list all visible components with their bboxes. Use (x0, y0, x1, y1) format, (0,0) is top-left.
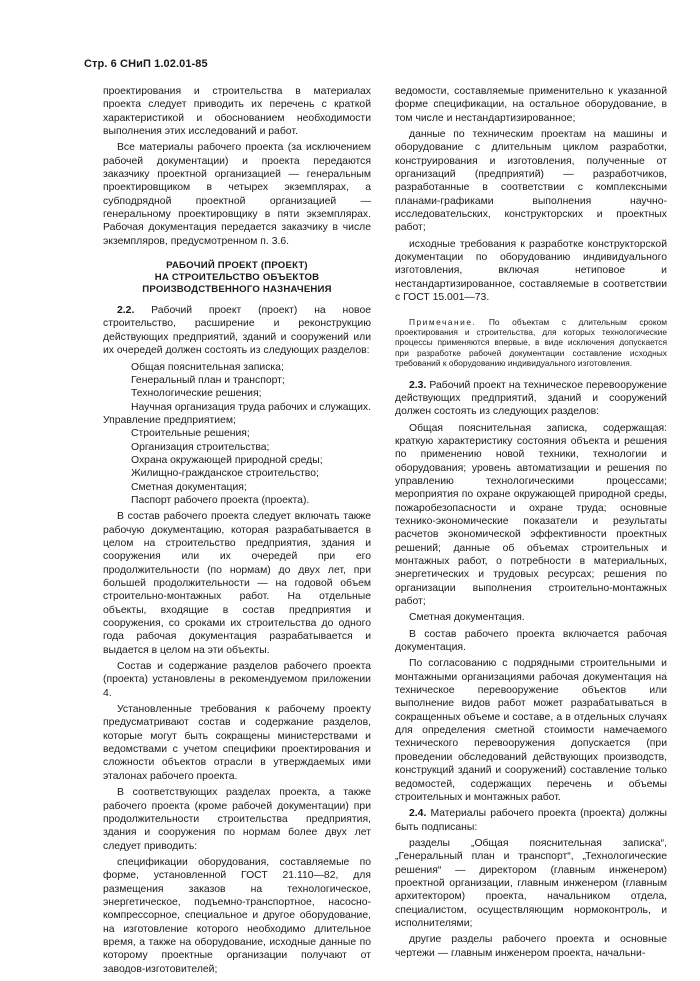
note-text: По объектам с длительным сроком проектирования и строительства, для которых технологические процессы применяются впервые, в виде исключения допускается при разработке рабочей документации составление исходных требований к оборудованию индивидуального изготовления. (395, 316, 668, 369)
paragraph: Сметная документация. (409, 612, 525, 624)
section-title (103, 260, 371, 296)
clause-text: Рабочий проект на техническое перевооружение действующих предприятий, зданий и сооружений должен состоять из следующих разделов: (395, 379, 667, 418)
section-list-item: Общая пояснительная записка; (131, 361, 284, 373)
section-list-item: Охрана окружающей природной среды; (131, 454, 323, 466)
paragraph: разделы „Общая пояснительная записка“, „Генеральный план и транспорт“, „Технологические решения“ — директором (главным инженером) проектной организации, главным инженером (главным архитектором) проекта, начальником отдела, специалистом, осуществляющим нормоконтроль, и исполнителями; (395, 837, 667, 929)
paragraph: Установленные требования к рабочему проекту предусматривают состав и содержание разделов, которые могут быть сокращены министерствами и ведомствами с учетом специфики проектирования и сложности объектов отрасли в утверждаемых ими эталонах рабочего проекта. (103, 704, 371, 782)
section-list-item: Сметная документация; (131, 481, 247, 493)
left-column (103, 85, 371, 979)
paragraph: В состав рабочего проекта включается рабочая документация. (395, 628, 667, 654)
paragraph: Все материалы рабочего проекта (за исключением рабочей документации) и проекта передаются заказчику проектной организацией — генеральным проектировщиком в четырех экземплярах, а субподрядной проектной организацией — генеральному проектировщику в пяти экземплярах. Рабочая документация передается заказчику в числе экземпляров, предусмотренном п. 3.6. (103, 142, 371, 247)
clause-number: 2.3. (409, 379, 427, 391)
clause-text: Рабочий проект (проект) на новое строительство, расширение и реконструкцию действующих предприятий, зданий и сооружений или их очередей должен состоять из следующих разделов: (103, 305, 372, 357)
clause-2-4 (395, 807, 667, 834)
page-header: Стр. 6 СНиП 1.02.01-85 (84, 58, 208, 70)
clause-2-2 (103, 304, 371, 357)
section-list-item: Паспорт рабочего проекта (проекта). (131, 494, 310, 506)
paragraph: спецификации оборудования, составляемые по форме, установленной ГОСТ 21.110—82, для размещения заказов на технологическое, энергетическое, подъемно-транспортное, насосно-компрессорное, специальное и другое оборудование, на изготовление которого необходимо длительное время, а также на оборудование, исходные данные по которому проектные организации получают от заводов-изготовителей; (103, 856, 371, 975)
paragraph: проектирования и строительства в материалах проекта следует приводить их перечень с краткой характеристикой и обоснованием необходимости выполнения этих исследований и работ. (103, 86, 371, 138)
section-title-line: РАБОЧИЙ ПРОЕКТ (ПРОЕКТ) (166, 260, 308, 272)
section-list-item: Научная организация труда рабочих и служащих. Управление предприятием; (103, 401, 371, 426)
paragraph: ведомости, составляемые применительно к указанной форме спецификации, на остальное оборудование, в том числе и нестандартизированное; (395, 86, 667, 124)
section-title-line: НА СТРОИТЕЛЬСТВО ОБЪЕКТОВ (154, 272, 320, 284)
clause-number: 2.4. (409, 808, 427, 820)
paragraph: В состав рабочего проекта следует включать также рабочую документацию, которая разрабатывается в целом на строительство предприятия, здания и сооружения или их очередей при его продолжительности (по нормам) до двух лет, при большей продолжительности — на годовой объем строительно-монтажных работ. На отдельные объекты, входящие в состав предприятия и сооружения, со сроками их строительства до одного года рабочая документация разрабатывается и выдается в целом на эти объекты. (103, 511, 371, 656)
clause-number: 2.2. (117, 305, 135, 317)
paragraph: В соответствующих разделах проекта, а также рабочего проекта (кроме рабочей документации) при продолжительности строительства предприятия, здания и сооружения по нормам более двух лет следует приводить: (103, 787, 371, 852)
section-list-item: Технологические решения; (131, 388, 262, 400)
paragraph: Общая пояснительная записка, содержащая: краткую характеристику состояния объекта и решения по применению новой техники, технологии и оборудования; уровень автоматизации и решения по управлению технологическими процессами; мероприятия по охране окружающей природной среды, пожаробезопасности и охране труда; основные технико-экономические показатели и результаты расчетов экономической эффективности проектных решений; данные об объемах строительных и монтажных работ, о потребности в материальных, энергетических и трудовых ресурсах; решения по организации выполнения строительно-монтажных работ; (395, 422, 667, 608)
paragraph: исходные требования к разработке конструкторской документации по оборудованию индивидуального изготовления, включая нетиповое и нестандартизированное, составляемые в соответствии с ГОСТ 15.001—73. (395, 238, 667, 304)
section-list-item: Организация строительства; (131, 441, 270, 453)
paragraph: данные по техническим проектам на машины и оборудование с длительным циклом разработки, конструирования и изготовления, полученные от организаций (предприятий) — разработчиков, разработанные в соответствии с комплексными планами-графиками выполнения научно-исследовательских, конструкторских и проектных работ; (395, 129, 667, 234)
paragraph: Состав и содержание разделов рабочего проекта (проекта) установлены в рекомендуемом приложении 4. (103, 661, 371, 699)
right-column (395, 85, 667, 963)
section-list-item: Генеральный план и транспорт; (131, 374, 285, 386)
paragraph: другие разделы рабочего проекта и основные чертежи — главным инженером проекта, начальни- (395, 934, 667, 959)
note (395, 317, 667, 369)
section-list-item: Жилищно-гражданское строительство; (131, 468, 319, 480)
paragraph: По согласованию с подрядными строительными и монтажными организациями рабочая документация на техническое перевооружение объектов или выполнение видов работ может разрабатываться в сокращенных объеме и составе, а в отдельных случаях для определения сметной стоимости намечаемого технического перевооружения допускается (при проведении обследований действующих производств, конструкций зданий и сооружений) составление только ведомостей, содержащих перечень и объемы строительных и монтажных работ. (395, 658, 667, 803)
section-list-item: Строительные решения; (131, 428, 250, 440)
clause-text: Материалы рабочего проекта (проекта) должны быть подписаны: (395, 808, 668, 833)
clause-2-3 (395, 379, 667, 419)
note-label: Примечание. (409, 316, 477, 327)
section-title-line: ПРОИЗВОДСТВЕННОГО НАЗНАЧЕНИЯ (142, 284, 332, 296)
